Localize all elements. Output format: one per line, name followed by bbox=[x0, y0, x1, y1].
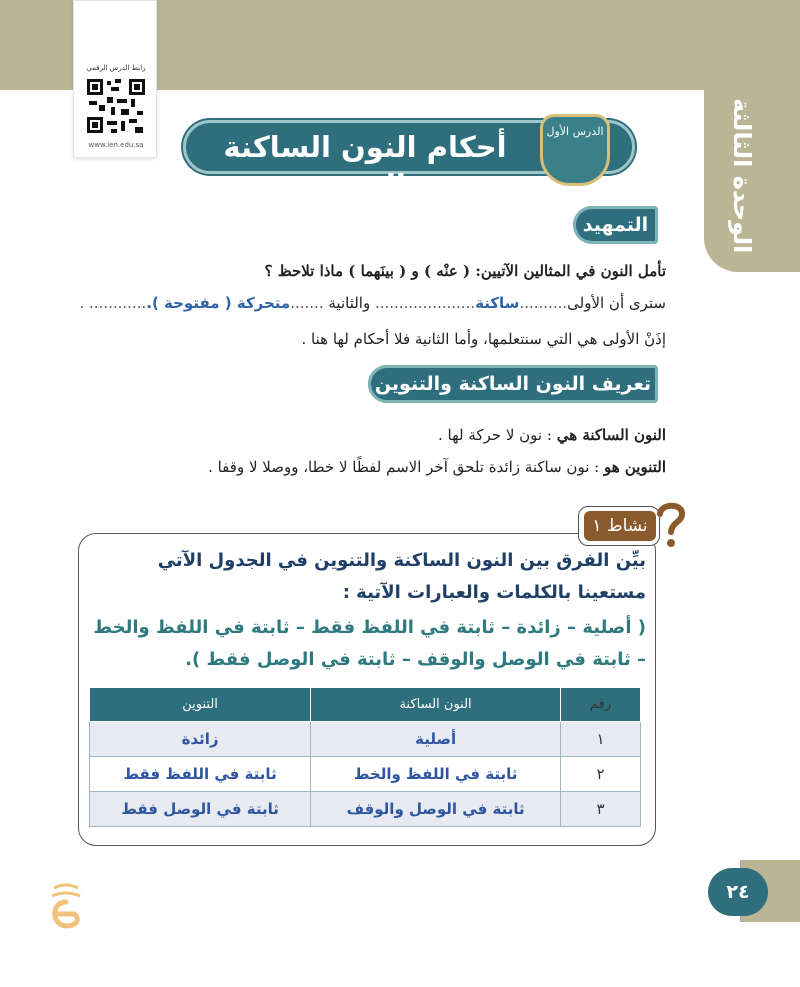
table-cell-number: ٣ bbox=[561, 792, 641, 827]
page-number: ٢٤ bbox=[708, 868, 768, 916]
unit-title: الوحدة الثالثة bbox=[728, 98, 756, 254]
table-cell-number: ٢ bbox=[561, 757, 641, 792]
question-mark-icon bbox=[654, 500, 688, 550]
table-row bbox=[90, 792, 641, 827]
lesson-title: أحكام النون الساكنة والتنوين bbox=[223, 130, 507, 202]
table-cell-tanween: زائدة bbox=[90, 722, 311, 757]
table-header-row bbox=[90, 688, 641, 722]
publisher-logo-icon bbox=[44, 880, 88, 932]
table-cell-tanween: ثابتة في الوصل فقط bbox=[90, 792, 311, 827]
activity-label-text: نشاط bbox=[606, 516, 648, 536]
qr-card[interactable] bbox=[73, 0, 157, 158]
activity-options: ( أصلية – زائدة – ثابتة في اللفظ فقط – ثابتة في اللفظ والخط – ثابتة في الوصل والوقف – ثابتة في الوصل فقط ). bbox=[93, 617, 646, 670]
table-row bbox=[90, 757, 641, 792]
qr-code-icon[interactable] bbox=[85, 77, 147, 135]
activity-table bbox=[89, 687, 641, 827]
table-row bbox=[90, 722, 641, 757]
table-header-noon-sakina: النون الساكنة bbox=[311, 688, 561, 722]
intro-section-title: التمهيد bbox=[582, 214, 649, 236]
activity-number: ١ bbox=[592, 516, 602, 536]
table-cell-tanween: ثابتة في اللفظ فقط bbox=[90, 757, 311, 792]
table-header-number: رقم bbox=[561, 688, 641, 722]
activity-label bbox=[584, 511, 656, 541]
definition-section-title: تعريف النون الساكنة والتنوين bbox=[374, 373, 652, 395]
intro-line-middle: والثانية bbox=[328, 294, 371, 312]
definition-text-1: : نون لا حركة لها . bbox=[437, 426, 552, 444]
table-cell-noon-sakina: أصلية bbox=[311, 722, 561, 757]
definition-noon-sakina bbox=[438, 426, 666, 444]
definition-text-2: : نون ساكنة زائدة تلحق آخر الاسم لفظًا لا خطا، ووصلا لا وقفا . bbox=[208, 458, 600, 476]
table-cell-number: ١ bbox=[561, 722, 641, 757]
intro-line-prefix: سترى أن الأولى bbox=[567, 294, 666, 312]
intro-answer-2: متحركة ( مفتوحة ). bbox=[146, 294, 291, 312]
intro-answer-1: ساكنة bbox=[475, 294, 520, 312]
table-cell-noon-sakina: ثابتة في اللفظ والخط bbox=[311, 757, 561, 792]
definition-term-2: التنوين هو bbox=[603, 458, 666, 476]
lesson-badge-label: الدرس الأول bbox=[546, 125, 604, 138]
intro-answer-line: سترى أن الأولى..........ساكنة..................... والثانية .......متحركة ( مفتوحة )............. . bbox=[79, 294, 666, 312]
qr-title: رابط الدرس الرقمي bbox=[86, 64, 146, 72]
activity-instruction: بيِّن الفرق بين النون الساكنة والتنوين في الجدول الآتي مستعينا بالكلمات والعبارات الآتية : bbox=[157, 550, 646, 603]
intro-conclusion: إذَنْ الأولى هي التي سنتعلمها، وأما الثانية فلا أحكام لها هنا . bbox=[301, 330, 666, 348]
intro-question: تأمل النون في المثالين الآتيين: ( عنْه ) و ( بينَهما ) ماذا تلاحظ ؟ bbox=[264, 262, 666, 280]
definition-term-1: النون الساكنة هي bbox=[556, 426, 666, 444]
table-header-tanween: التنوين bbox=[90, 688, 311, 722]
qr-url[interactable]: www.ien.edu.sa bbox=[88, 141, 144, 149]
definition-tanween bbox=[208, 458, 666, 476]
table-cell-noon-sakina: ثابتة في الوصل والوقف bbox=[311, 792, 561, 827]
